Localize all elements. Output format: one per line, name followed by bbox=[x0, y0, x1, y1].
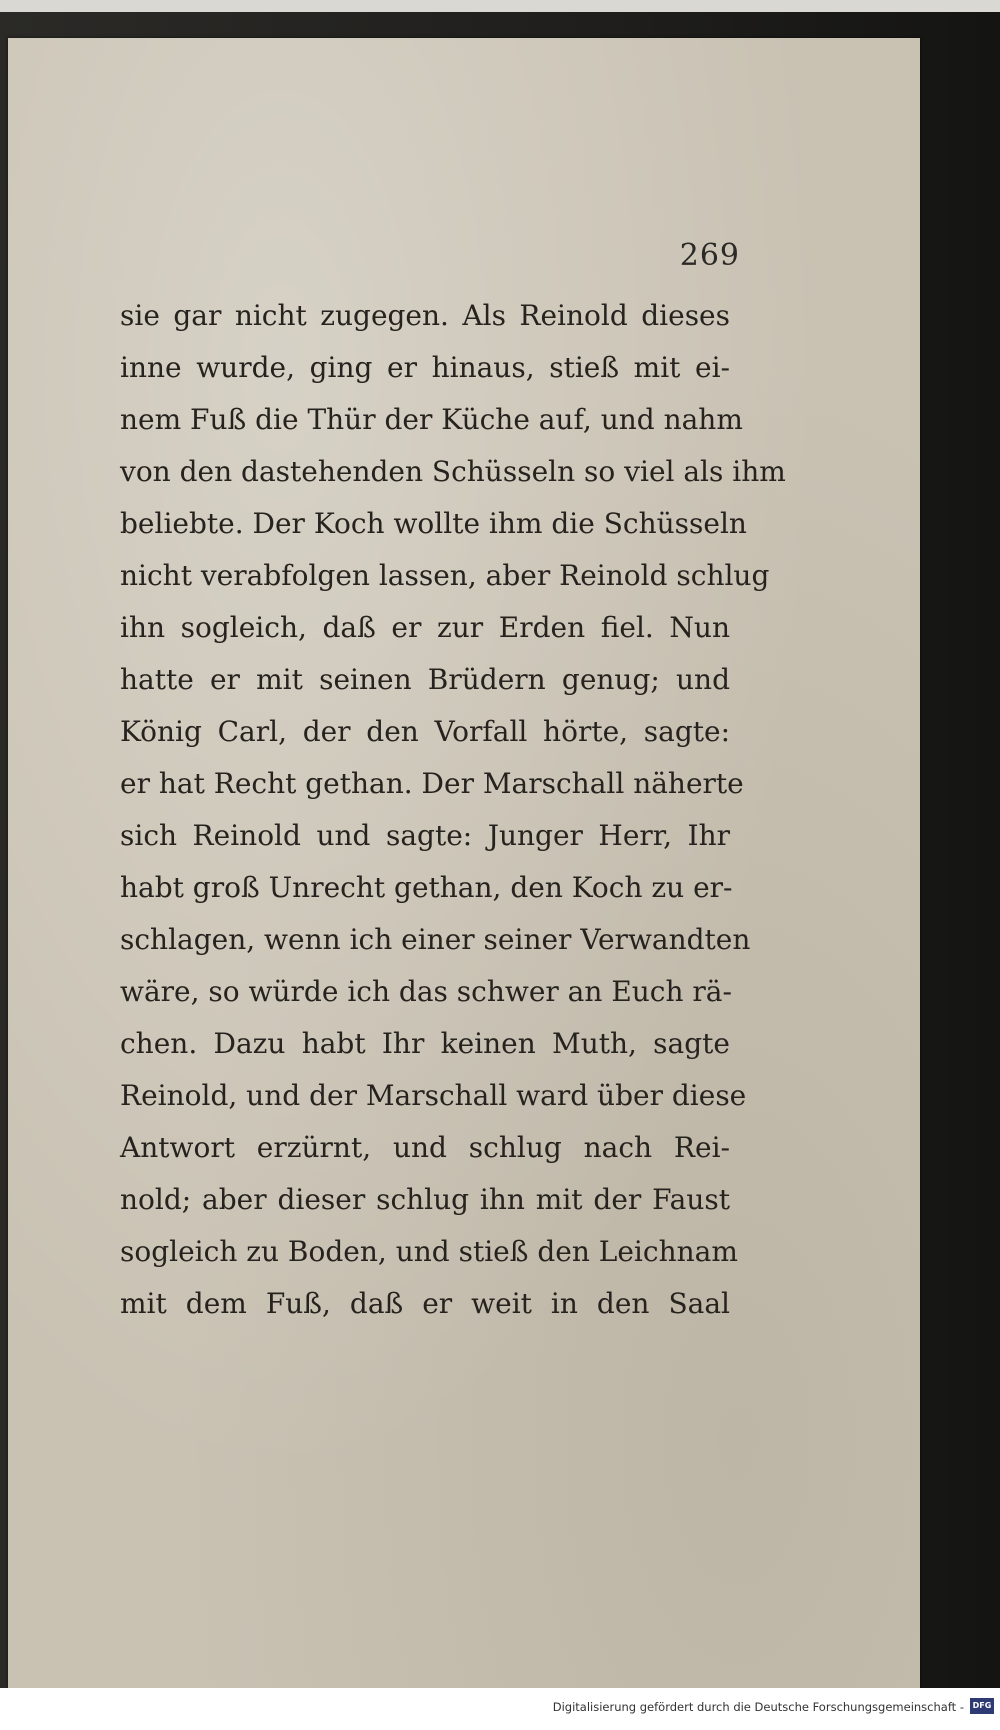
text-line: nicht verabfolgen lassen, aber Reinold schlug bbox=[120, 559, 770, 592]
text-line: er hat Recht gethan. Der Marschall näherte bbox=[120, 767, 744, 800]
text-line: König Carl, der den Vorfall hörte, sagte: bbox=[120, 715, 730, 748]
page-number: 269 bbox=[679, 238, 740, 273]
text-line: von den dastehenden Schüsseln so viel als ihm bbox=[120, 455, 786, 488]
text-line: sie gar nicht zugegen. Als Reinold dieses bbox=[120, 299, 730, 332]
page-text bbox=[120, 290, 786, 1330]
text-line: Antwort erzürnt, und schlug nach Rei- bbox=[120, 1131, 730, 1164]
text-line: nold; aber dieser schlug ihn mit der Faust bbox=[120, 1183, 730, 1216]
text-line: habt groß Unrecht gethan, den Koch zu er- bbox=[120, 871, 733, 904]
digitization-credit: Digitalisierung gefördert durch die Deutsche Forschungsgemeinschaft - bbox=[552, 1700, 964, 1714]
dfg-logo: DFG bbox=[970, 1698, 994, 1714]
book-page bbox=[8, 38, 920, 1688]
scan-top-edge bbox=[0, 0, 1000, 12]
text-line: beliebte. Der Koch wollte ihm die Schüsseln bbox=[120, 507, 747, 540]
text-line: sogleich zu Boden, und stieß den Leichnam bbox=[120, 1235, 738, 1268]
text-line: hatte er mit seinen Brüdern genug; und bbox=[120, 663, 730, 696]
text-line: ihn sogleich, daß er zur Erden fiel. Nun bbox=[120, 611, 730, 644]
footer-bar bbox=[0, 1688, 1000, 1730]
text-line: wäre, so würde ich das schwer an Euch rä- bbox=[120, 975, 732, 1008]
text-line: nem Fuß die Thür der Küche auf, und nahm bbox=[120, 403, 743, 436]
text-line: chen. Dazu habt Ihr keinen Muth, sagte bbox=[120, 1027, 730, 1060]
text-line: sich Reinold und sagte: Junger Herr, Ihr bbox=[120, 819, 730, 852]
text-line: inne wurde, ging er hinaus, stieß mit ei- bbox=[120, 351, 730, 384]
text-line: Reinold, und der Marschall ward über diese bbox=[120, 1079, 747, 1112]
text-line: schlagen, wenn ich einer seiner Verwandten bbox=[120, 923, 751, 956]
text-line: mit dem Fuß, daß er weit in den Saal bbox=[120, 1287, 730, 1320]
